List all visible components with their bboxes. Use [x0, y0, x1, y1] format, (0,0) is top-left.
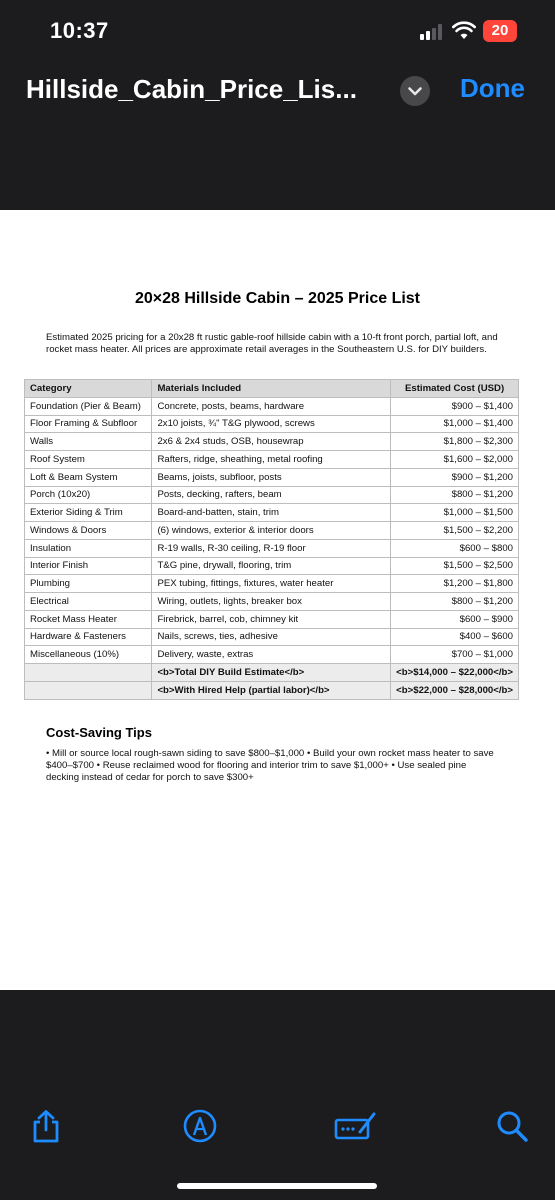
- document-title[interactable]: Hillside_Cabin_Price_Lis...: [26, 74, 357, 104]
- table-row: [25, 486, 519, 504]
- price-table: [24, 379, 519, 700]
- title-menu-button[interactable]: [400, 76, 430, 106]
- table-row: [25, 415, 519, 433]
- chevron-down-icon: [400, 76, 430, 106]
- cost-cell: $800 – $1,200: [391, 593, 519, 611]
- category-cell: Foundation (Pier & Beam): [25, 397, 152, 415]
- table-row: [25, 557, 519, 575]
- cost-cell: $1,500 – $2,200: [391, 522, 519, 540]
- category-cell: Plumbing: [25, 575, 152, 593]
- materials-cell: Wiring, outlets, lights, breaker box: [152, 593, 391, 611]
- cost-cell: $700 – $1,000: [391, 646, 519, 664]
- table-row: [25, 593, 519, 611]
- cost-cell: <b>$14,000 – $22,000</b>: [391, 664, 519, 682]
- cost-cell: $1,500 – $2,500: [391, 557, 519, 575]
- cost-cell: $1,200 – $1,800: [391, 575, 519, 593]
- category-cell: [25, 664, 152, 682]
- markup-icon[interactable]: [182, 1108, 218, 1144]
- materials-cell: Posts, decking, rafters, beam: [152, 486, 391, 504]
- cost-cell: $800 – $1,200: [391, 486, 519, 504]
- table-row: [25, 522, 519, 540]
- cost-cell: $1,000 – $1,400: [391, 415, 519, 433]
- materials-cell: Board-and-batten, stain, trim: [152, 504, 391, 522]
- materials-cell: Nails, screws, ties, adhesive: [152, 628, 391, 646]
- home-indicator[interactable]: [177, 1183, 377, 1189]
- category-cell: [25, 681, 152, 699]
- cost-cell: $600 – $900: [391, 610, 519, 628]
- wifi-icon: [452, 20, 476, 40]
- category-cell: Loft & Beam System: [25, 468, 152, 486]
- table-row: [25, 433, 519, 451]
- category-cell: Miscellaneous (10%): [25, 646, 152, 664]
- table-header-row: [25, 380, 519, 398]
- category-cell: Windows & Doors: [25, 522, 152, 540]
- signature-icon[interactable]: [334, 1108, 378, 1144]
- materials-cell: <b>With Hired Help (partial labor)</b>: [152, 681, 391, 699]
- category-cell: Walls: [25, 433, 152, 451]
- cost-cell: $900 – $1,400: [391, 397, 519, 415]
- category-cell: Hardware & Fasteners: [25, 628, 152, 646]
- category-cell: Insulation: [25, 539, 152, 557]
- materials-cell: R-19 walls, R-30 ceiling, R-19 floor: [152, 539, 391, 557]
- document-page[interactable]: [0, 210, 555, 990]
- status-bar: [0, 0, 555, 60]
- cost-cell: <b>$22,000 – $28,000</b>: [391, 681, 519, 699]
- materials-cell: 2x6 & 2x4 studs, OSB, housewrap: [152, 433, 391, 451]
- cost-cell: $1,000 – $1,500: [391, 504, 519, 522]
- table-row: [25, 646, 519, 664]
- search-icon[interactable]: [494, 1108, 530, 1144]
- done-button[interactable]: Done: [460, 73, 525, 103]
- document-heading: 20×28 Hillside Cabin – 2025 Price List: [134, 290, 421, 307]
- table-row: [25, 628, 519, 646]
- category-cell: Rocket Mass Heater: [25, 610, 152, 628]
- cost-cell: $600 – $800: [391, 539, 519, 557]
- materials-cell: <b>Total DIY Build Estimate</b>: [152, 664, 391, 682]
- column-header: Category: [25, 380, 152, 398]
- cost-cell: $1,600 – $2,000: [391, 451, 519, 469]
- share-icon[interactable]: [28, 1108, 64, 1144]
- column-header: Estimated Cost (USD): [391, 380, 519, 398]
- tips-paragraph: • Mill or source local rough-sawn siding to save $800–$1,000 • Build your own rocket mass heater to save $400–$700 • Reuse reclaimed wood for flooring and interior trim to save $1,000+ • Use sealed pine decking instead of cedar for porch to save $300+: [46, 748, 494, 783]
- cost-cell: $900 – $1,200: [391, 468, 519, 486]
- materials-cell: Firebrick, barrel, cob, chimney kit: [152, 610, 391, 628]
- category-cell: Roof System: [25, 451, 152, 469]
- table-row: [25, 451, 519, 469]
- table-total-row: [25, 681, 519, 699]
- table-row: [25, 610, 519, 628]
- table-row: [25, 468, 519, 486]
- table-body: [25, 397, 519, 699]
- battery-indicator: 20: [483, 20, 517, 42]
- tips-heading: Cost-Saving Tips: [46, 725, 152, 740]
- column-header: Materials Included: [152, 380, 391, 398]
- table-row: [25, 575, 519, 593]
- table-row: [25, 539, 519, 557]
- status-time: 10:37: [50, 18, 109, 43]
- materials-cell: Beams, joists, subfloor, posts: [152, 468, 391, 486]
- table-total-row: [25, 664, 519, 682]
- materials-cell: (6) windows, exterior & interior doors: [152, 522, 391, 540]
- materials-cell: Concrete, posts, beams, hardware: [152, 397, 391, 415]
- intro-paragraph: Estimated 2025 pricing for a 20x28 ft rustic gable-roof hillside cabin with a 10-ft front porch, partial loft, and rocket mass heater. All prices are approximate retail averages in the Southeastern U.S. for DIY builders.: [46, 332, 498, 355]
- materials-cell: T&G pine, drywall, flooring, trim: [152, 557, 391, 575]
- category-cell: Porch (10x20): [25, 486, 152, 504]
- cost-cell: $1,800 – $2,300: [391, 433, 519, 451]
- category-cell: Electrical: [25, 593, 152, 611]
- category-cell: Interior Finish: [25, 557, 152, 575]
- table-row: [25, 397, 519, 415]
- category-cell: Exterior Siding & Trim: [25, 504, 152, 522]
- cellular-signal-icon: [420, 24, 446, 40]
- navigation-bar: [0, 60, 555, 210]
- bottom-toolbar: [0, 990, 555, 1200]
- cost-cell: $400 – $600: [391, 628, 519, 646]
- materials-cell: Delivery, waste, extras: [152, 646, 391, 664]
- materials-cell: 2x10 joists, ¾" T&G plywood, screws: [152, 415, 391, 433]
- table-row: [25, 504, 519, 522]
- materials-cell: Rafters, ridge, sheathing, metal roofing: [152, 451, 391, 469]
- materials-cell: PEX tubing, fittings, fixtures, water heater: [152, 575, 391, 593]
- category-cell: Floor Framing & Subfloor: [25, 415, 152, 433]
